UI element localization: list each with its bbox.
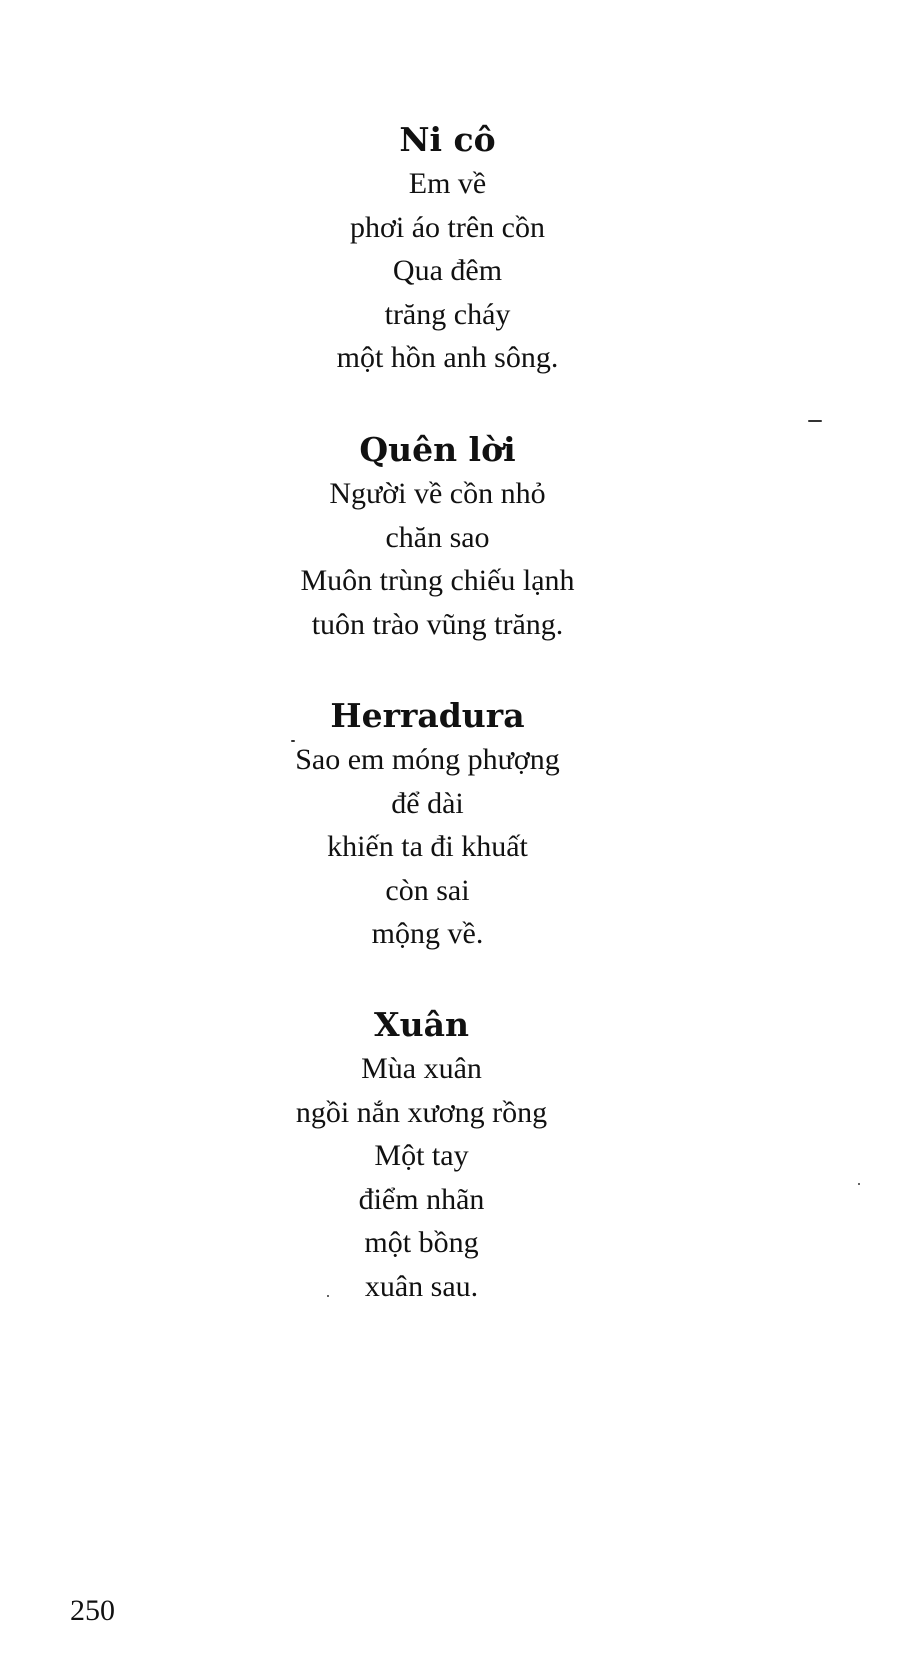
poem-herradura xyxy=(0,694,889,956)
poem-line: trăng cháy xyxy=(384,297,511,331)
poem-line: điểm nhãn xyxy=(358,1182,485,1216)
poem-line: một bồng xyxy=(364,1226,479,1259)
poem-line: mộng về. xyxy=(371,917,484,950)
poem-quen-loi xyxy=(0,428,899,646)
poem-title: Xuân xyxy=(374,1005,469,1044)
poem-xuan xyxy=(0,1003,883,1308)
poem-title: Ni cô xyxy=(399,120,496,159)
poem-ni-co xyxy=(0,118,909,380)
poem-line: Người về cồn nhỏ xyxy=(329,477,546,510)
poem-line: tuôn trào vũng trăng. xyxy=(311,607,564,641)
poem-line: ngồi nắn xương rồng xyxy=(295,1095,548,1129)
poem-title: Herradura xyxy=(330,696,525,735)
poem-line: khiến ta đi khuất xyxy=(327,830,528,863)
poem-line: Qua đêm xyxy=(392,254,503,287)
poem-line: xuân sau. xyxy=(364,1269,479,1303)
poem-line: Một tay xyxy=(374,1139,469,1172)
poem-line: Em về xyxy=(408,167,487,200)
poem-line: một hồn anh sông. xyxy=(336,341,559,374)
scan-speck xyxy=(327,1295,329,1297)
poem-line: Sao em móng phượng xyxy=(295,743,560,776)
poem-line: chăn sao xyxy=(385,520,490,554)
poem-line: còn sai xyxy=(385,873,470,907)
scan-speck xyxy=(808,420,822,422)
poem-line: để dài xyxy=(391,786,464,820)
scan-speck xyxy=(858,1183,860,1185)
scan-speck xyxy=(291,740,295,742)
poem-title: Quên lời xyxy=(359,430,516,469)
poem-line: Muôn trùng chiếu lạnh xyxy=(300,564,575,597)
page-number: 250 xyxy=(70,1594,115,1627)
poem-line: phơi áo trên cồn xyxy=(350,210,545,244)
poem-line: Mùa xuân xyxy=(361,1052,482,1085)
